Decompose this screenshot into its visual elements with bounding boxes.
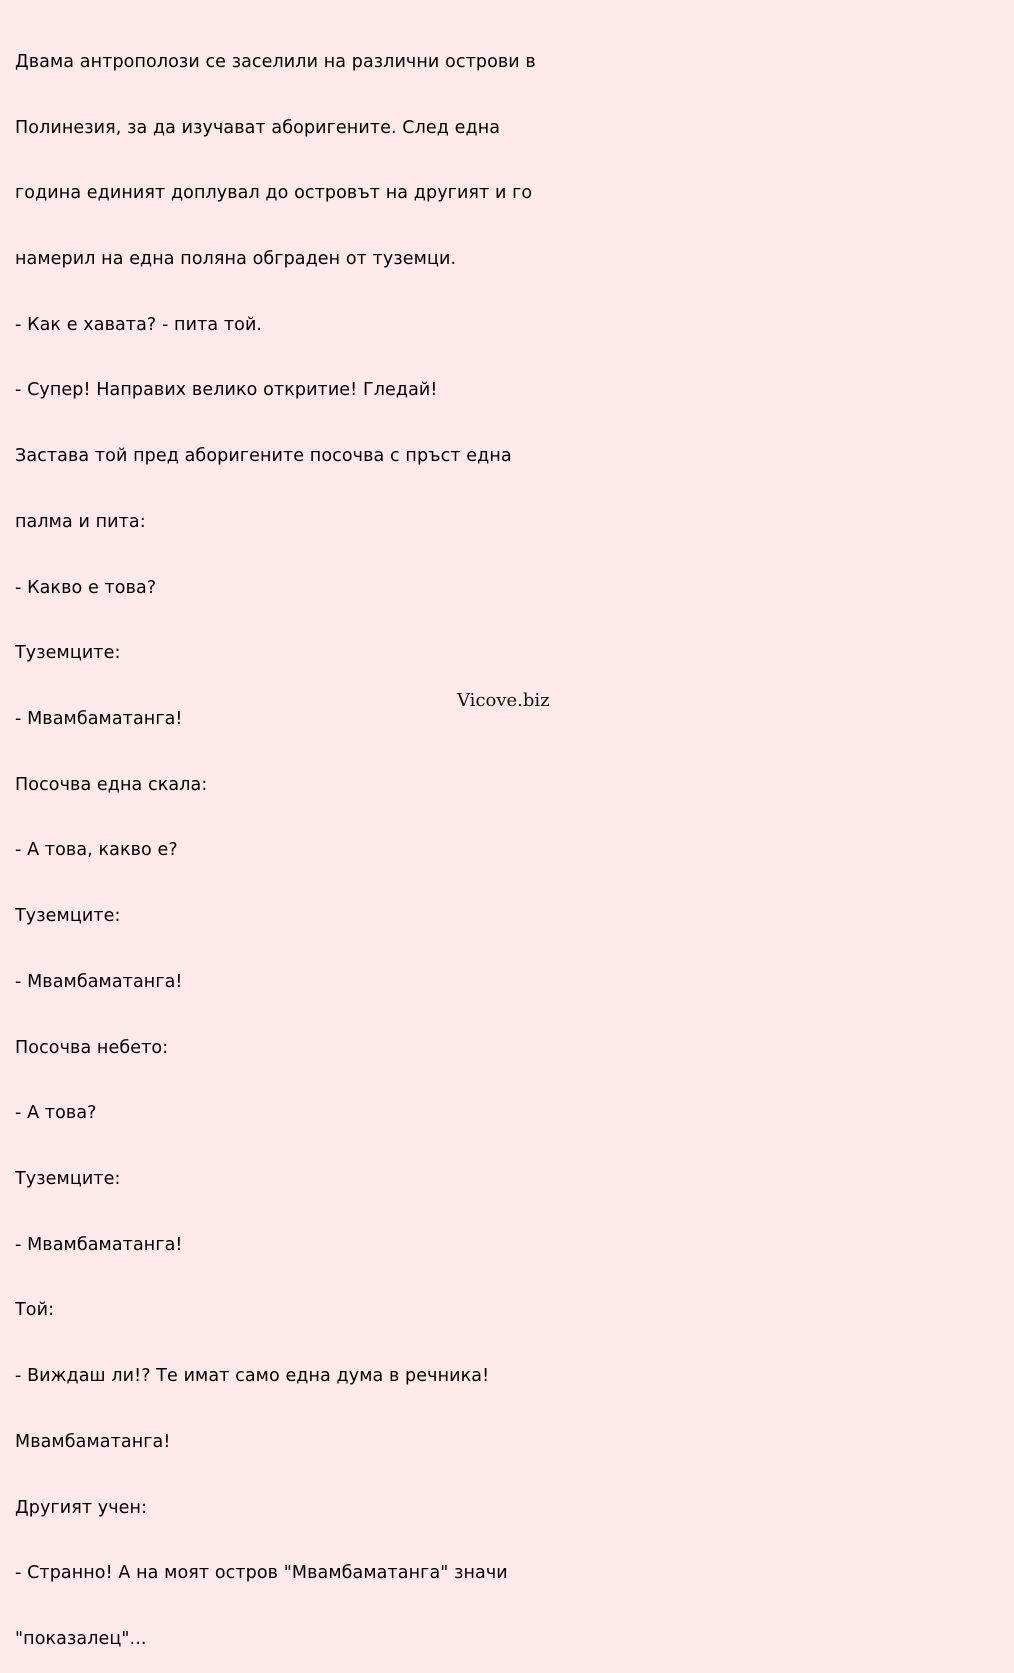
joke-line: - Какво е това? [15,577,157,598]
joke-line: Застава той пред аборигените посочва с пръст една [15,446,512,467]
joke-line: - Странно! А на моят остров "Мвамбаматанга" значи [15,1563,508,1584]
joke-text [15,8,575,1673]
joke-line: - А това? [15,1103,97,1124]
joke-line: Той: [15,1300,55,1321]
joke-line: - Мвамбаматанга! [15,1234,183,1255]
joke-line: - Мвамбаматанга! [15,709,183,729]
joke-line: година единият доплувал до островът на другият и го [15,183,533,204]
joke-line: - А това, какво е? [15,840,178,861]
site-watermark: Vicove.biz [457,690,550,711]
joke-line: Туземците: [15,1169,121,1190]
joke-line: - Супер! Направих велико откритие! Гледай! [15,380,438,401]
joke-line: Другият учен: [15,1497,148,1518]
joke-line: Полинезия, за да изучават аборигените. След една [15,117,501,138]
joke-line: палма и пита: [15,511,146,532]
joke-line: Мвамбаматанга! [15,1431,171,1452]
joke-line: - Виждаш ли!? Те имат само една дума в речника! [15,1366,490,1387]
joke-line: намерил на една поляна обграден от туземци. [15,248,457,269]
joke-line: Туземците: [15,643,121,664]
joke-line: Посочва небето: [15,1037,169,1058]
joke-line: "показалец"... [15,1629,147,1650]
joke-line: Туземците: [15,906,121,927]
joke-line: - Как е хавата? - пита той. [15,314,263,335]
joke-line: - Мвамбаматанга! [15,971,183,992]
joke-line: Двама антрополози се заселили на различни острови в [15,51,536,72]
joke-line: Посочва една скала: [15,774,208,795]
